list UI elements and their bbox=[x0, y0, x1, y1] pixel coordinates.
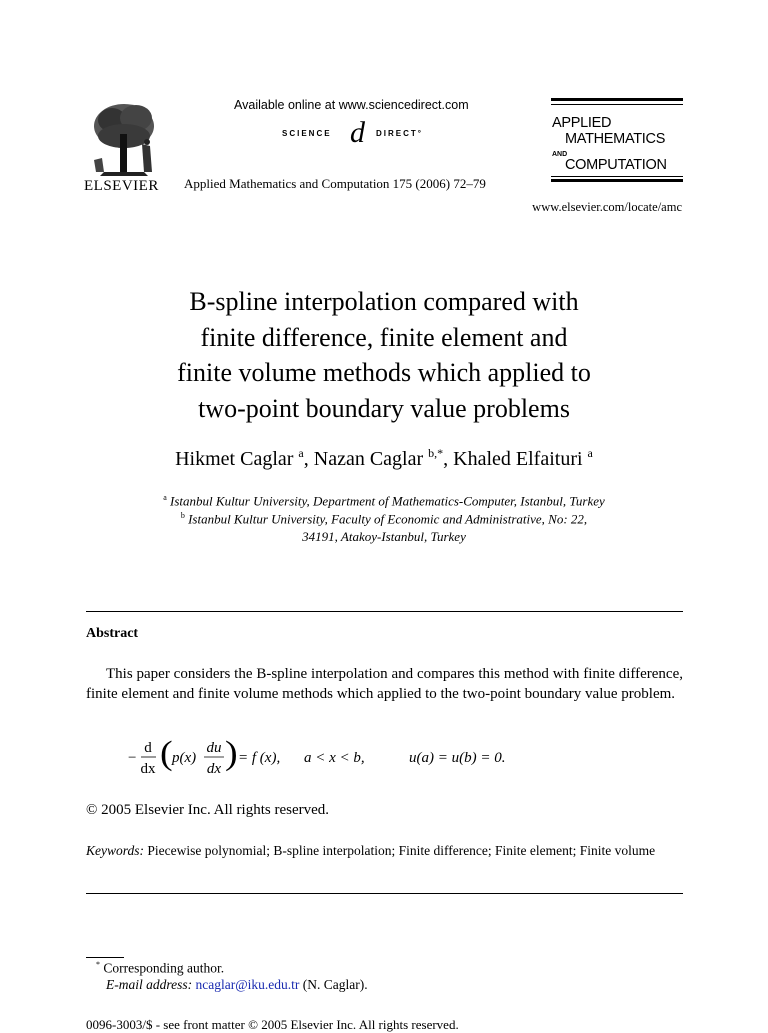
eq-dx-denominator: dx bbox=[206, 761, 222, 777]
author-affil-mark[interactable]: a bbox=[298, 446, 304, 460]
publisher-name: ELSEVIER bbox=[84, 178, 159, 194]
sd-science-text: SCIENCE bbox=[282, 129, 332, 138]
email-label: E-mail address: bbox=[106, 977, 193, 992]
keywords-label: Keywords: bbox=[86, 843, 144, 858]
sd-direct-text: DIRECT° bbox=[376, 129, 423, 138]
author-name: Hikmet Caglar bbox=[175, 448, 294, 470]
email-link[interactable]: ncaglar@iku.edu.tr bbox=[195, 977, 300, 992]
affiliation-mark: a bbox=[163, 493, 167, 502]
eq-right-paren: ) bbox=[225, 736, 238, 772]
article-title bbox=[84, 284, 684, 426]
footnote-rule bbox=[86, 957, 124, 958]
eq-rhs: = f (x), bbox=[238, 750, 281, 766]
copyright-notice: © 2005 Elsevier Inc. All rights reserved. bbox=[86, 802, 330, 818]
logo-rule bbox=[551, 179, 683, 182]
footnote-corresponding-text: Corresponding author. bbox=[103, 960, 225, 976]
eq-p-of-x: p(x) bbox=[172, 750, 197, 766]
journal-website-link[interactable]: www.elsevier.com/locate/amc bbox=[532, 200, 682, 214]
affiliation-text: Istanbul Kultur University, Department of Mathematics-Computer, Istanbul, Turkey bbox=[170, 493, 605, 509]
eq-d-numerator: d bbox=[144, 740, 152, 756]
journal-logo bbox=[551, 98, 683, 180]
footnote-star: * bbox=[96, 960, 100, 969]
affiliation-text: Istanbul Kultur University, Faculty of Economic and Administrative, No: 22, bbox=[188, 511, 588, 527]
journal-logo-line3: COMPUTATION bbox=[565, 157, 667, 173]
author-name: Nazan Caglar bbox=[313, 448, 424, 470]
affiliation bbox=[84, 507, 684, 545]
author-list: Hikmet Caglar $^a$, Nazan Caglar $^{b,*}$, Khaled Elfaituri $^a$ bbox=[175, 446, 593, 470]
eq-left-paren: ( bbox=[160, 736, 173, 772]
boundary-value-equation bbox=[128, 736, 568, 780]
abstract-text: This paper considers the B-spline interpolation and compares this method with finite difference, finite element and finite volume methods which applied to the two-point boundary value problem. bbox=[86, 666, 683, 702]
author-affil-mark[interactable]: a bbox=[587, 446, 593, 460]
section-divider bbox=[86, 611, 683, 612]
eq-minus: − bbox=[128, 750, 137, 766]
sciencedirect-logo bbox=[282, 116, 442, 150]
journal-logo-line1: APPLIED bbox=[552, 115, 612, 131]
journal-reference: Applied Mathematics and Computation 175 (2006) 72–79 bbox=[184, 176, 486, 191]
title-line: finite volume methods which applied to bbox=[177, 358, 591, 387]
section-divider bbox=[86, 893, 683, 894]
logo-rule bbox=[551, 98, 683, 101]
keywords-text: Piecewise polynomial; B-spline interpolation; Finite difference; Finite element; Finite volume bbox=[147, 843, 656, 858]
journal-logo-line2: MATHEMATICS bbox=[565, 131, 666, 147]
eq-du-numerator: du bbox=[206, 740, 222, 756]
title-line: B-spline interpolation compared with bbox=[189, 287, 579, 316]
footnote-email bbox=[106, 977, 368, 993]
journal-logo-and: AND bbox=[552, 151, 568, 158]
front-matter-line: 0096-3003/$ - see front matter © 2005 Elsevier Inc. All rights reserved. bbox=[86, 1017, 459, 1032]
logo-rule bbox=[551, 176, 683, 177]
eq-domain: a < x < b, bbox=[304, 750, 365, 766]
email-owner: (N. Caglar). bbox=[302, 977, 368, 992]
logo-rule bbox=[551, 104, 683, 105]
sd-at-glyph: d bbox=[350, 116, 365, 149]
available-online-text: Available online at www.sciencedirect.com bbox=[234, 98, 469, 112]
keywords bbox=[86, 842, 683, 860]
elsevier-tree-logo bbox=[84, 100, 168, 190]
author-affil-mark[interactable]: b,* bbox=[428, 446, 444, 460]
affiliation-mark: b bbox=[180, 511, 185, 520]
title-line: finite difference, finite element and bbox=[200, 322, 568, 352]
footnote-corresponding bbox=[96, 960, 224, 977]
eq-boundary-conditions: u(a) = u(b) = 0. bbox=[409, 750, 506, 766]
abstract-heading: Abstract bbox=[86, 626, 139, 641]
affiliation-text-cont: 34191, Atakoy-Istanbul, Turkey bbox=[302, 528, 466, 544]
title-line: two-point boundary value problems bbox=[198, 393, 570, 423]
eq-dx-denominator: dx bbox=[140, 761, 156, 777]
author-name: Khaled Elfaituri bbox=[453, 448, 583, 470]
